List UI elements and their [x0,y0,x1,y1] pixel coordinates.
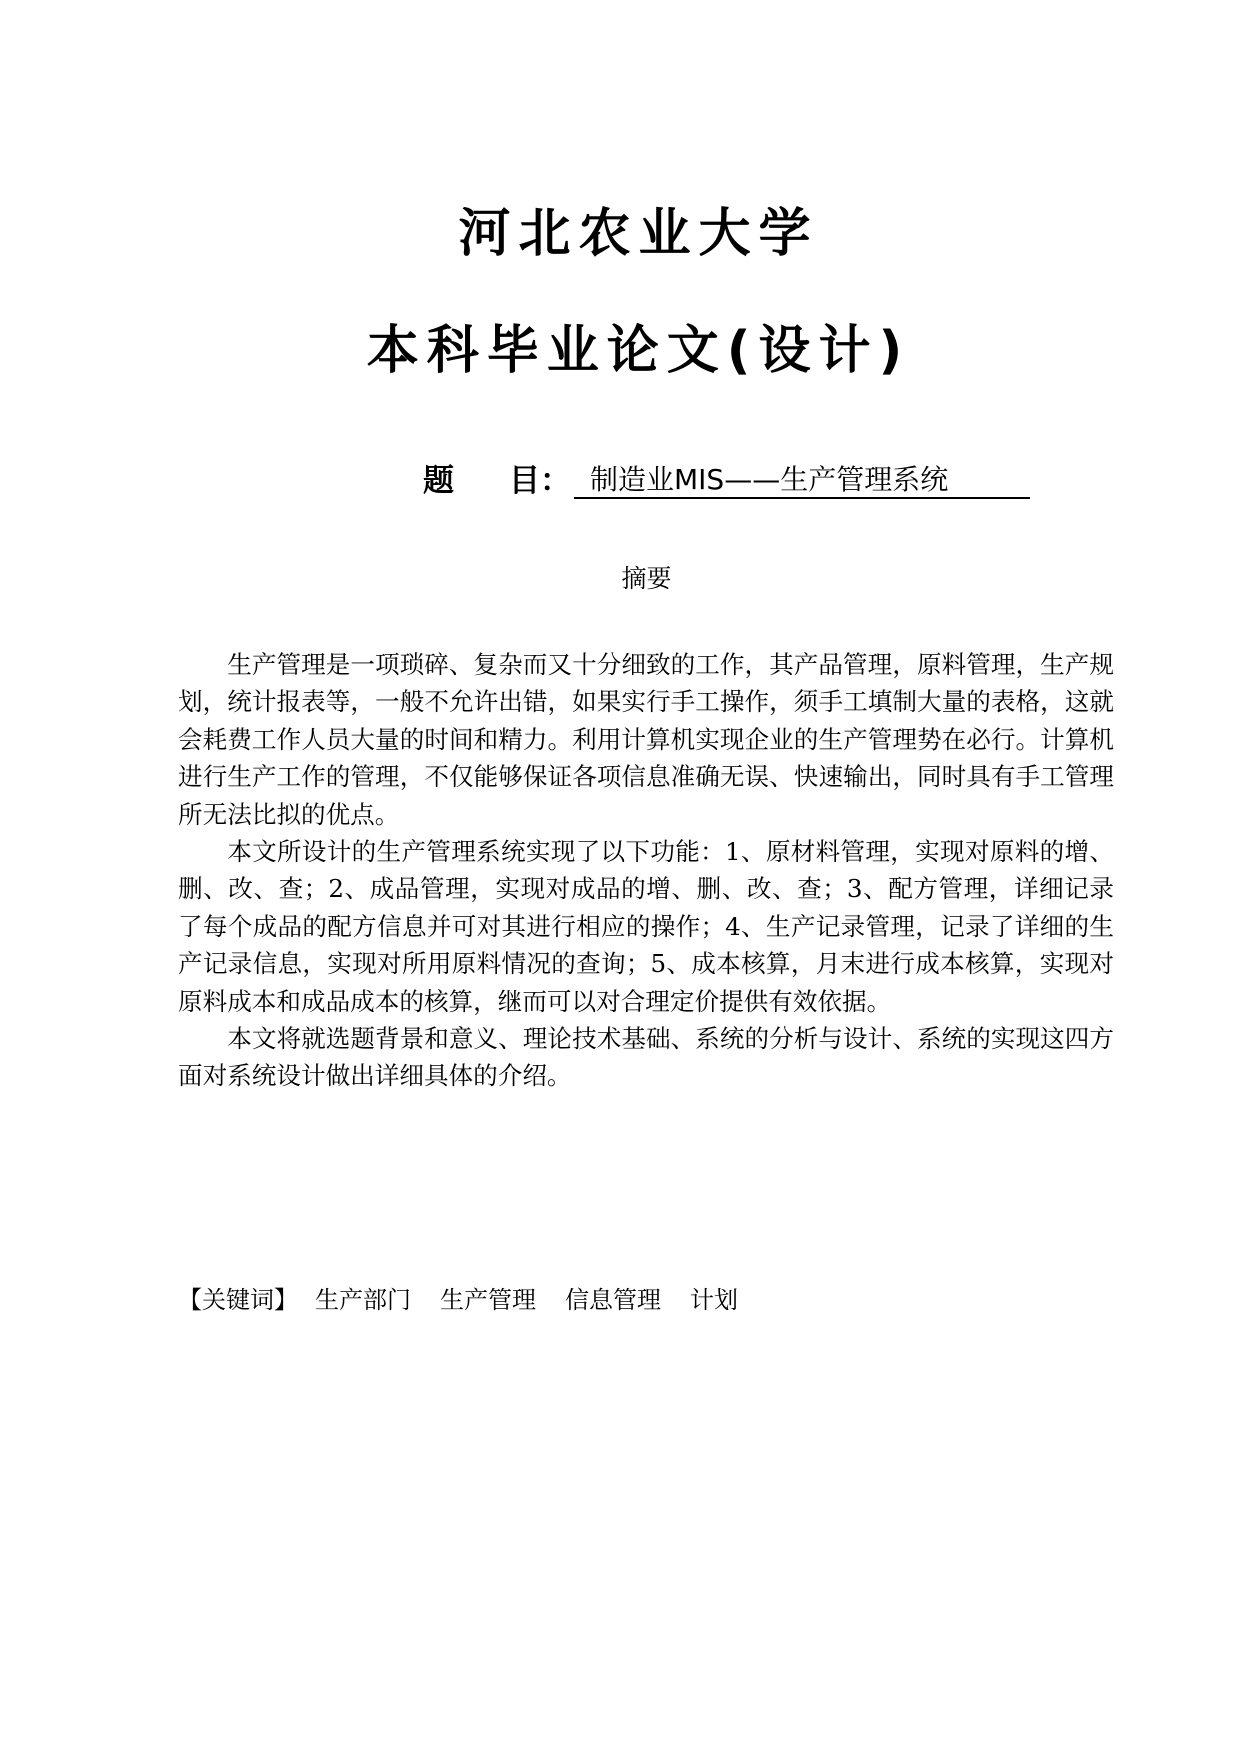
keywords-label: 【关键词】 [178,1286,298,1314]
keywords-row [178,1282,878,1318]
thesis-type-title: 本科毕业论文(设计) [366,321,911,381]
keyword-item: 信息管理 [565,1286,661,1314]
topic-label-start: 题 [423,463,454,499]
topic-title: 制造业MIS——生产管理系统 [574,463,1030,499]
topic-label-end: 目： [509,463,571,499]
abstract-body [178,646,1114,1095]
abstract-paragraph: 本文所设计的生产管理系统实现了以下功能：1、原材料管理，实现对原料的增、删、改、查；2、成品管理，实现对成品的增、删、改、查；3、配方管理，详细记录了每个成品的配方信息并可对其进行相应的操作；4、生产记录管理，记录了详细的生产记录信息，实现对所用原料情况的查询；5、成本核算，月末进行成本核算，实现对原料成本和成品成本的核算，继而可以对合理定价提供有效依据。 [178,837,1114,1016]
keyword-item: 计划 [690,1286,738,1314]
topic-row [423,462,1063,502]
abstract-paragraph: 本文将就选题背景和意义、理论技术基础、系统的分析与设计、系统的实现这四方面对系统设计做出详细具体的介绍。 [178,1024,1114,1091]
keyword-item: 生产管理 [440,1286,536,1314]
university-name: 河北农业大学 [458,204,819,264]
keyword-item: 生产部门 [315,1286,411,1314]
abstract-paragraph: 生产管理是一项琐碎、复杂而又十分细致的工作，其产品管理，原料管理，生产规划，统计报表等，一般不允许出错，如果实行手工操作，须手工填制大量的表格，这就会耗费工作人员大量的时间和精力。利用计算机实现企业的生产管理势在必行。计算机进行生产工作的管理，不仅能够保证各项信息准确无误、快速输出，同时具有手工管理所无法比拟的优点。 [178,650,1114,829]
abstract-heading: 摘要 [621,564,672,593]
